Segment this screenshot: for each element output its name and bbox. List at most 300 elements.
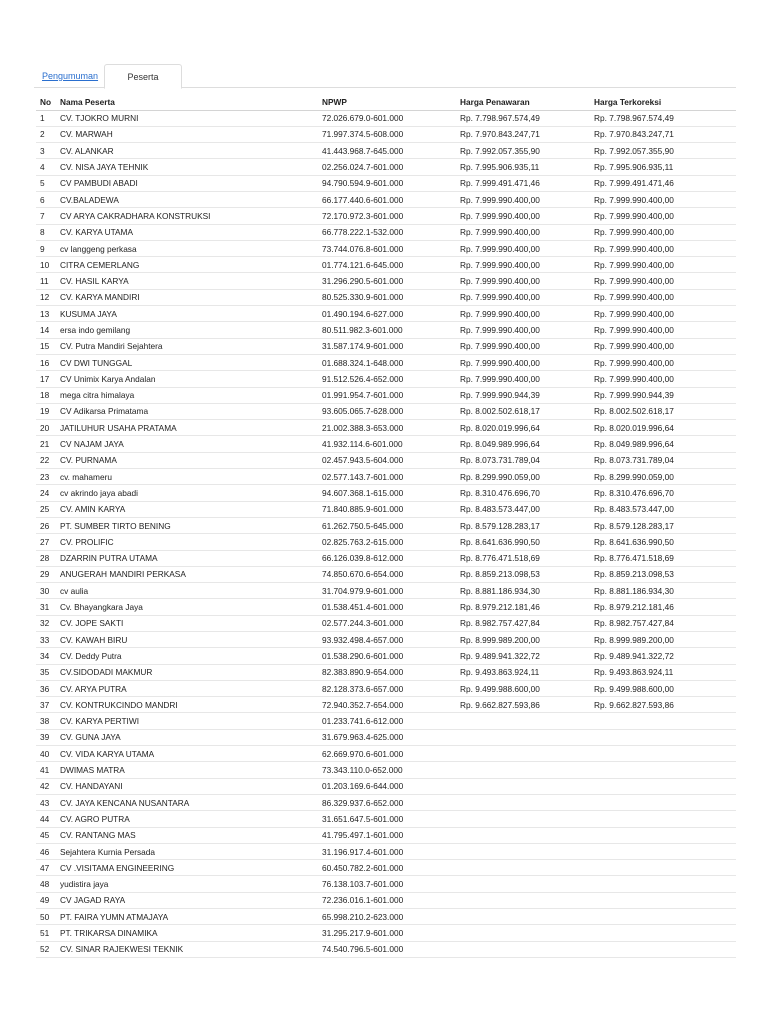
cell-harga-penawaran: Rp. 7.999.990.400,00 bbox=[456, 224, 590, 240]
cell-harga-penawaran: Rp. 9.499.988.600,00 bbox=[456, 680, 590, 696]
cell-harga-penawaran: Rp. 9.489.941.322,72 bbox=[456, 648, 590, 664]
cell-no: 1 bbox=[36, 110, 56, 126]
table-row bbox=[36, 175, 736, 191]
table-row bbox=[36, 143, 736, 159]
cell-harga-penawaran: Rp. 7.999.990.400,00 bbox=[456, 338, 590, 354]
table-row bbox=[36, 615, 736, 631]
table-row bbox=[36, 583, 736, 599]
cell-harga-terkoreksi: Rp. 8.776.471.518,69 bbox=[590, 550, 736, 566]
cell-no: 15 bbox=[36, 338, 56, 354]
cell-npwp: 76.138.103.7-601.000 bbox=[318, 876, 456, 892]
table-row bbox=[36, 632, 736, 648]
cell-harga-penawaran: Rp. 7.999.990.944,39 bbox=[456, 387, 590, 403]
cell-npwp: 01.490.194.6-627.000 bbox=[318, 306, 456, 322]
cell-npwp: 74.850.670.6-654.000 bbox=[318, 566, 456, 582]
cell-npwp: 01.203.169.6-644.000 bbox=[318, 778, 456, 794]
cell-no: 35 bbox=[36, 664, 56, 680]
cell-nama-peserta: DZARRIN PUTRA UTAMA bbox=[56, 550, 318, 566]
cell-no: 6 bbox=[36, 191, 56, 207]
cell-harga-terkoreksi bbox=[590, 876, 736, 892]
cell-no: 5 bbox=[36, 175, 56, 191]
cell-no: 49 bbox=[36, 892, 56, 908]
cell-harga-penawaran: Rp. 7.995.906.935,11 bbox=[456, 159, 590, 175]
cell-npwp: 01.233.741.6-612.000 bbox=[318, 713, 456, 729]
cell-harga-penawaran: Rp. 8.979.212.181,46 bbox=[456, 599, 590, 615]
cell-no: 34 bbox=[36, 648, 56, 664]
table-row bbox=[36, 420, 736, 436]
cell-nama-peserta: CV. ALANKAR bbox=[56, 143, 318, 159]
cell-nama-peserta: CV. Putra Mandiri Sejahtera bbox=[56, 338, 318, 354]
participants-table bbox=[36, 94, 736, 958]
cell-nama-peserta: yudistira jaya bbox=[56, 876, 318, 892]
cell-harga-terkoreksi: Rp. 8.299.990.059,00 bbox=[590, 469, 736, 485]
cell-npwp: 73.343.110.0-652.000 bbox=[318, 762, 456, 778]
cell-harga-penawaran: Rp. 7.798.967.574,49 bbox=[456, 110, 590, 126]
table-row bbox=[36, 191, 736, 207]
cell-nama-peserta: CITRA CEMERLANG bbox=[56, 257, 318, 273]
cell-harga-terkoreksi: Rp. 7.995.906.935,11 bbox=[590, 159, 736, 175]
cell-harga-terkoreksi bbox=[590, 925, 736, 941]
cell-nama-peserta: CV DWI TUNGGAL bbox=[56, 354, 318, 370]
cell-harga-penawaran bbox=[456, 778, 590, 794]
cell-nama-peserta: CV. SINAR RAJEKWESI TEKNIK bbox=[56, 941, 318, 957]
cell-harga-penawaran: Rp. 8.776.471.518,69 bbox=[456, 550, 590, 566]
table-body bbox=[36, 110, 736, 957]
cell-no: 14 bbox=[36, 322, 56, 338]
cell-harga-penawaran bbox=[456, 860, 590, 876]
table-row bbox=[36, 860, 736, 876]
table-row bbox=[36, 664, 736, 680]
cell-harga-terkoreksi: Rp. 8.982.757.427,84 bbox=[590, 615, 736, 631]
cell-no: 37 bbox=[36, 697, 56, 713]
cell-harga-penawaran bbox=[456, 925, 590, 941]
cell-harga-penawaran bbox=[456, 827, 590, 843]
cell-nama-peserta: KUSUMA JAYA bbox=[56, 306, 318, 322]
cell-harga-penawaran bbox=[456, 909, 590, 925]
table-row bbox=[36, 338, 736, 354]
cell-harga-penawaran: Rp. 8.020.019.996,64 bbox=[456, 420, 590, 436]
cell-no: 44 bbox=[36, 811, 56, 827]
cell-harga-terkoreksi: Rp. 8.310.476.696,70 bbox=[590, 485, 736, 501]
column-header-no: No bbox=[36, 94, 56, 110]
cell-no: 2 bbox=[36, 126, 56, 142]
cell-no: 48 bbox=[36, 876, 56, 892]
cell-no: 33 bbox=[36, 632, 56, 648]
cell-npwp: 66.126.039.8-612.000 bbox=[318, 550, 456, 566]
cell-npwp: 31.295.217.9-601.000 bbox=[318, 925, 456, 941]
cell-harga-penawaran bbox=[456, 713, 590, 729]
table-row bbox=[36, 273, 736, 289]
tab-bar bbox=[34, 64, 736, 88]
cell-npwp: 41.443.968.7-645.000 bbox=[318, 143, 456, 159]
table-row bbox=[36, 534, 736, 550]
cell-npwp: 72.940.352.7-654.000 bbox=[318, 697, 456, 713]
cell-harga-terkoreksi: Rp. 8.881.186.934,30 bbox=[590, 583, 736, 599]
cell-nama-peserta: CV. Deddy Putra bbox=[56, 648, 318, 664]
cell-npwp: 71.997.374.5-608.000 bbox=[318, 126, 456, 142]
cell-nama-peserta: CV.BALADEWA bbox=[56, 191, 318, 207]
cell-harga-penawaran bbox=[456, 729, 590, 745]
table-row bbox=[36, 713, 736, 729]
cell-harga-terkoreksi: Rp. 7.798.967.574,49 bbox=[590, 110, 736, 126]
cell-harga-terkoreksi: Rp. 8.020.019.996,64 bbox=[590, 420, 736, 436]
cell-nama-peserta: CV.SIDODADI MAKMUR bbox=[56, 664, 318, 680]
cell-no: 36 bbox=[36, 680, 56, 696]
table-row bbox=[36, 452, 736, 468]
table-row bbox=[36, 110, 736, 126]
cell-no: 24 bbox=[36, 485, 56, 501]
cell-no: 26 bbox=[36, 517, 56, 533]
cell-harga-terkoreksi: Rp. 7.992.057.355,90 bbox=[590, 143, 736, 159]
cell-nama-peserta: CV Adikarsa Primatama bbox=[56, 403, 318, 419]
cell-harga-terkoreksi: Rp. 8.579.128.283,17 bbox=[590, 517, 736, 533]
cell-harga-penawaran: Rp. 7.999.990.400,00 bbox=[456, 273, 590, 289]
cell-no: 23 bbox=[36, 469, 56, 485]
cell-no: 4 bbox=[36, 159, 56, 175]
cell-harga-terkoreksi: Rp. 7.970.843.247,71 bbox=[590, 126, 736, 142]
cell-npwp: 82.383.890.9-654.000 bbox=[318, 664, 456, 680]
cell-nama-peserta: CV PAMBUDI ABADI bbox=[56, 175, 318, 191]
cell-npwp: 71.840.885.9-601.000 bbox=[318, 501, 456, 517]
cell-no: 39 bbox=[36, 729, 56, 745]
table-row bbox=[36, 648, 736, 664]
cell-nama-peserta: cv langgeng perkasa bbox=[56, 240, 318, 256]
cell-npwp: 01.774.121.6-645.000 bbox=[318, 257, 456, 273]
cell-harga-penawaran: Rp. 7.970.843.247,71 bbox=[456, 126, 590, 142]
cell-no: 17 bbox=[36, 371, 56, 387]
cell-harga-penawaran: Rp. 8.049.989.996,64 bbox=[456, 436, 590, 452]
cell-nama-peserta: JATILUHUR USAHA PRATAMA bbox=[56, 420, 318, 436]
cell-no: 52 bbox=[36, 941, 56, 957]
cell-npwp: 73.744.076.8-601.000 bbox=[318, 240, 456, 256]
cell-nama-peserta: mega citra himalaya bbox=[56, 387, 318, 403]
cell-harga-terkoreksi: Rp. 7.999.491.471,46 bbox=[590, 175, 736, 191]
table-row bbox=[36, 517, 736, 533]
cell-nama-peserta: CV. KARYA UTAMA bbox=[56, 224, 318, 240]
cell-harga-terkoreksi bbox=[590, 713, 736, 729]
cell-npwp: 31.587.174.9-601.000 bbox=[318, 338, 456, 354]
cell-no: 38 bbox=[36, 713, 56, 729]
cell-no: 50 bbox=[36, 909, 56, 925]
cell-nama-peserta: CV. VIDA KARYA UTAMA bbox=[56, 746, 318, 762]
cell-npwp: 41.795.497.1-601.000 bbox=[318, 827, 456, 843]
cell-no: 9 bbox=[36, 240, 56, 256]
cell-npwp: 94.607.368.1-615.000 bbox=[318, 485, 456, 501]
cell-harga-terkoreksi: Rp. 8.641.636.990,50 bbox=[590, 534, 736, 550]
cell-no: 21 bbox=[36, 436, 56, 452]
cell-harga-terkoreksi bbox=[590, 762, 736, 778]
cell-harga-terkoreksi: Rp. 7.999.990.944,39 bbox=[590, 387, 736, 403]
cell-harga-terkoreksi: Rp. 8.859.213.098,53 bbox=[590, 566, 736, 582]
cell-harga-terkoreksi bbox=[590, 941, 736, 957]
cell-npwp: 02.825.763.2-615.000 bbox=[318, 534, 456, 550]
cell-no: 46 bbox=[36, 843, 56, 859]
table-row bbox=[36, 925, 736, 941]
cell-no: 42 bbox=[36, 778, 56, 794]
table-row bbox=[36, 550, 736, 566]
cell-harga-penawaran: Rp. 7.999.990.400,00 bbox=[456, 306, 590, 322]
cell-no: 10 bbox=[36, 257, 56, 273]
cell-npwp: 31.679.963.4-625.000 bbox=[318, 729, 456, 745]
table-row bbox=[36, 485, 736, 501]
cell-npwp: 72.026.679.0-601.000 bbox=[318, 110, 456, 126]
cell-nama-peserta: CV. KARYA PERTIWI bbox=[56, 713, 318, 729]
table-row bbox=[36, 778, 736, 794]
cell-no: 11 bbox=[36, 273, 56, 289]
cell-nama-peserta: CV. KARYA MANDIRI bbox=[56, 289, 318, 305]
cell-npwp: 60.450.782.2-601.000 bbox=[318, 860, 456, 876]
table-row bbox=[36, 371, 736, 387]
cell-npwp: 31.296.290.5-601.000 bbox=[318, 273, 456, 289]
cell-npwp: 94.790.594.9-601.000 bbox=[318, 175, 456, 191]
table-row bbox=[36, 126, 736, 142]
cell-harga-terkoreksi bbox=[590, 778, 736, 794]
cell-npwp: 02.577.143.7-601.000 bbox=[318, 469, 456, 485]
cell-harga-penawaran: Rp. 7.999.990.400,00 bbox=[456, 289, 590, 305]
table-row bbox=[36, 469, 736, 485]
cell-no: 7 bbox=[36, 208, 56, 224]
cell-harga-penawaran: Rp. 9.662.827.593,86 bbox=[456, 697, 590, 713]
cell-npwp: 31.704.979.9-601.000 bbox=[318, 583, 456, 599]
cell-nama-peserta: CV JAGAD RAYA bbox=[56, 892, 318, 908]
cell-harga-terkoreksi: Rp. 7.999.990.400,00 bbox=[590, 273, 736, 289]
cell-harga-penawaran: Rp. 7.999.491.471,46 bbox=[456, 175, 590, 191]
cell-harga-penawaran: Rp. 7.999.990.400,00 bbox=[456, 371, 590, 387]
cell-harga-penawaran bbox=[456, 941, 590, 957]
cell-harga-terkoreksi: Rp. 7.999.990.400,00 bbox=[590, 257, 736, 273]
cell-nama-peserta: CV. RANTANG MAS bbox=[56, 827, 318, 843]
cell-nama-peserta: CV Unimix Karya Andalan bbox=[56, 371, 318, 387]
cell-harga-terkoreksi: Rp. 7.999.990.400,00 bbox=[590, 338, 736, 354]
cell-harga-terkoreksi: Rp. 9.493.863.924,11 bbox=[590, 664, 736, 680]
cell-no: 28 bbox=[36, 550, 56, 566]
cell-harga-penawaran: Rp. 8.579.128.283,17 bbox=[456, 517, 590, 533]
table-row bbox=[36, 794, 736, 810]
cell-harga-penawaran: Rp. 7.999.990.400,00 bbox=[456, 240, 590, 256]
cell-npwp: 02.577.244.3-601.000 bbox=[318, 615, 456, 631]
cell-harga-terkoreksi bbox=[590, 794, 736, 810]
table-row bbox=[36, 892, 736, 908]
cell-harga-penawaran bbox=[456, 811, 590, 827]
table-row bbox=[36, 224, 736, 240]
table-row bbox=[36, 599, 736, 615]
cell-harga-terkoreksi: Rp. 7.999.990.400,00 bbox=[590, 208, 736, 224]
cell-harga-penawaran: Rp. 7.999.990.400,00 bbox=[456, 208, 590, 224]
cell-harga-terkoreksi: Rp. 8.073.731.789,04 bbox=[590, 452, 736, 468]
cell-harga-terkoreksi: Rp. 7.999.990.400,00 bbox=[590, 354, 736, 370]
cell-nama-peserta: CV NAJAM JAYA bbox=[56, 436, 318, 452]
cell-npwp: 01.688.324.1-648.000 bbox=[318, 354, 456, 370]
cell-harga-penawaran: Rp. 8.881.186.934,30 bbox=[456, 583, 590, 599]
column-header-nama-peserta: Nama Peserta bbox=[56, 94, 318, 110]
cell-harga-terkoreksi: Rp. 7.999.990.400,00 bbox=[590, 224, 736, 240]
cell-harga-terkoreksi bbox=[590, 746, 736, 762]
cell-nama-peserta: cv. mahameru bbox=[56, 469, 318, 485]
cell-harga-penawaran: Rp. 8.641.636.990,50 bbox=[456, 534, 590, 550]
column-header-harga-terkoreksi: Harga Terkoreksi bbox=[590, 94, 736, 110]
table-row bbox=[36, 827, 736, 843]
cell-no: 22 bbox=[36, 452, 56, 468]
cell-harga-penawaran bbox=[456, 843, 590, 859]
cell-no: 29 bbox=[36, 566, 56, 582]
cell-no: 45 bbox=[36, 827, 56, 843]
cell-no: 20 bbox=[36, 420, 56, 436]
table-row bbox=[36, 403, 736, 419]
cell-nama-peserta: CV. PURNAMA bbox=[56, 452, 318, 468]
table-row bbox=[36, 746, 736, 762]
cell-harga-penawaran: Rp. 8.483.573.447,00 bbox=[456, 501, 590, 517]
cell-no: 40 bbox=[36, 746, 56, 762]
tab-pengumuman[interactable]: Pengumuman bbox=[42, 71, 99, 81]
cell-nama-peserta: CV. AGRO PUTRA bbox=[56, 811, 318, 827]
table-row bbox=[36, 436, 736, 452]
cell-npwp: 93.605.065.7-628.000 bbox=[318, 403, 456, 419]
cell-harga-terkoreksi bbox=[590, 811, 736, 827]
cell-npwp: 31.651.647.5-601.000 bbox=[318, 811, 456, 827]
table-row bbox=[36, 387, 736, 403]
table-row bbox=[36, 843, 736, 859]
cell-npwp: 66.177.440.6-601.000 bbox=[318, 191, 456, 207]
cell-nama-peserta: CV. JOPE SAKTI bbox=[56, 615, 318, 631]
cell-nama-peserta: CV. TJOKRO MURNI bbox=[56, 110, 318, 126]
cell-npwp: 72.236.016.1-601.000 bbox=[318, 892, 456, 908]
cell-harga-terkoreksi: Rp. 8.049.989.996,64 bbox=[590, 436, 736, 452]
table-row bbox=[36, 697, 736, 713]
cell-npwp: 86.329.937.6-652.000 bbox=[318, 794, 456, 810]
table-row bbox=[36, 257, 736, 273]
cell-npwp: 61.262.750.5-645.000 bbox=[318, 517, 456, 533]
cell-nama-peserta: CV. HANDAYANI bbox=[56, 778, 318, 794]
cell-harga-penawaran: Rp. 7.999.990.400,00 bbox=[456, 354, 590, 370]
cell-no: 8 bbox=[36, 224, 56, 240]
cell-harga-terkoreksi bbox=[590, 843, 736, 859]
table-row bbox=[36, 876, 736, 892]
cell-npwp: 02.457.943.5-604.000 bbox=[318, 452, 456, 468]
cell-npwp: 31.196.917.4-601.000 bbox=[318, 843, 456, 859]
cell-nama-peserta: CV. MARWAH bbox=[56, 126, 318, 142]
cell-harga-penawaran bbox=[456, 892, 590, 908]
cell-harga-terkoreksi bbox=[590, 909, 736, 925]
cell-npwp: 66.778.222.1-532.000 bbox=[318, 224, 456, 240]
cell-nama-peserta: CV. JAYA KENCANA NUSANTARA bbox=[56, 794, 318, 810]
cell-harga-penawaran: Rp. 9.493.863.924,11 bbox=[456, 664, 590, 680]
cell-npwp: 62.669.970.6-601.000 bbox=[318, 746, 456, 762]
cell-no: 43 bbox=[36, 794, 56, 810]
cell-harga-terkoreksi: Rp. 7.999.990.400,00 bbox=[590, 240, 736, 256]
cell-harga-terkoreksi bbox=[590, 860, 736, 876]
column-header-npwp: NPWP bbox=[318, 94, 456, 110]
cell-harga-terkoreksi: Rp. 8.999.989.200,00 bbox=[590, 632, 736, 648]
cell-nama-peserta: CV. NISA JAYA TEHNIK bbox=[56, 159, 318, 175]
table-row bbox=[36, 680, 736, 696]
cell-npwp: 80.525.330.9-601.000 bbox=[318, 289, 456, 305]
cell-nama-peserta: PT. FAIRA YUMN ATMAJAYA bbox=[56, 909, 318, 925]
cell-no: 51 bbox=[36, 925, 56, 941]
cell-nama-peserta: Sejahtera Kurnia Persada bbox=[56, 843, 318, 859]
table-header-row bbox=[36, 94, 736, 110]
cell-nama-peserta: CV. ARYA PUTRA bbox=[56, 680, 318, 696]
cell-harga-terkoreksi: Rp. 8.002.502.618,17 bbox=[590, 403, 736, 419]
table-row bbox=[36, 501, 736, 517]
cell-nama-peserta: CV. GUNA JAYA bbox=[56, 729, 318, 745]
cell-nama-peserta: cv akrindo jaya abadi bbox=[56, 485, 318, 501]
cell-nama-peserta: CV. KAWAH BIRU bbox=[56, 632, 318, 648]
cell-no: 27 bbox=[36, 534, 56, 550]
cell-npwp: 01.538.290.6-601.000 bbox=[318, 648, 456, 664]
table-row bbox=[36, 240, 736, 256]
cell-npwp: 93.932.498.4-657.000 bbox=[318, 632, 456, 648]
cell-harga-terkoreksi: Rp. 9.489.941.322,72 bbox=[590, 648, 736, 664]
table-row bbox=[36, 909, 736, 925]
cell-nama-peserta: CV ARYA CAKRADHARA KONSTRUKSI bbox=[56, 208, 318, 224]
cell-harga-terkoreksi: Rp. 8.483.573.447,00 bbox=[590, 501, 736, 517]
cell-npwp: 01.991.954.7-601.000 bbox=[318, 387, 456, 403]
cell-harga-terkoreksi: Rp. 9.662.827.593,86 bbox=[590, 697, 736, 713]
cell-nama-peserta: Cv. Bhayangkara Jaya bbox=[56, 599, 318, 615]
cell-npwp: 21.002.388.3-653.000 bbox=[318, 420, 456, 436]
cell-no: 16 bbox=[36, 354, 56, 370]
cell-nama-peserta: CV. HASIL KARYA bbox=[56, 273, 318, 289]
cell-npwp: 82.128.373.6-657.000 bbox=[318, 680, 456, 696]
cell-no: 32 bbox=[36, 615, 56, 631]
cell-harga-terkoreksi bbox=[590, 729, 736, 745]
cell-no: 41 bbox=[36, 762, 56, 778]
cell-npwp: 91.512.526.4-652.000 bbox=[318, 371, 456, 387]
cell-harga-penawaran: Rp. 7.992.057.355,90 bbox=[456, 143, 590, 159]
cell-nama-peserta: PT. SUMBER TIRTO BENING bbox=[56, 517, 318, 533]
cell-nama-peserta: ANUGERAH MANDIRI PERKASA bbox=[56, 566, 318, 582]
cell-npwp: 41.932.114.6-601.000 bbox=[318, 436, 456, 452]
cell-harga-penawaran: Rp. 7.999.990.400,00 bbox=[456, 191, 590, 207]
cell-harga-penawaran: Rp. 7.999.990.400,00 bbox=[456, 322, 590, 338]
tab-peserta[interactable]: Peserta bbox=[104, 64, 182, 89]
cell-harga-penawaran bbox=[456, 794, 590, 810]
cell-nama-peserta: DWIMAS MATRA bbox=[56, 762, 318, 778]
cell-harga-terkoreksi: Rp. 8.979.212.181,46 bbox=[590, 599, 736, 615]
cell-harga-penawaran: Rp. 8.299.990.059,00 bbox=[456, 469, 590, 485]
cell-harga-terkoreksi: Rp. 7.999.990.400,00 bbox=[590, 289, 736, 305]
cell-no: 13 bbox=[36, 306, 56, 322]
cell-harga-terkoreksi bbox=[590, 827, 736, 843]
cell-no: 25 bbox=[36, 501, 56, 517]
cell-harga-penawaran: Rp. 8.073.731.789,04 bbox=[456, 452, 590, 468]
cell-harga-terkoreksi: Rp. 7.999.990.400,00 bbox=[590, 306, 736, 322]
cell-npwp: 01.538.451.4-601.000 bbox=[318, 599, 456, 615]
cell-harga-terkoreksi: Rp. 7.999.990.400,00 bbox=[590, 322, 736, 338]
cell-harga-penawaran: Rp. 8.982.757.427,84 bbox=[456, 615, 590, 631]
table-row bbox=[36, 159, 736, 175]
cell-npwp: 74.540.796.5-601.000 bbox=[318, 941, 456, 957]
cell-no: 18 bbox=[36, 387, 56, 403]
cell-nama-peserta: PT. TRIKARSA DINAMIKA bbox=[56, 925, 318, 941]
cell-harga-penawaran: Rp. 7.999.990.400,00 bbox=[456, 257, 590, 273]
table-row bbox=[36, 289, 736, 305]
cell-harga-penawaran bbox=[456, 876, 590, 892]
cell-no: 3 bbox=[36, 143, 56, 159]
cell-harga-terkoreksi: Rp. 7.999.990.400,00 bbox=[590, 191, 736, 207]
cell-nama-peserta: cv aulia bbox=[56, 583, 318, 599]
table-row bbox=[36, 729, 736, 745]
cell-npwp: 02.256.024.7-601.000 bbox=[318, 159, 456, 175]
cell-harga-penawaran: Rp. 8.999.989.200,00 bbox=[456, 632, 590, 648]
cell-no: 30 bbox=[36, 583, 56, 599]
cell-nama-peserta: CV. AMIN KARYA bbox=[56, 501, 318, 517]
table-row bbox=[36, 208, 736, 224]
column-header-harga-penawaran: Harga Penawaran bbox=[456, 94, 590, 110]
cell-no: 12 bbox=[36, 289, 56, 305]
cell-npwp: 80.511.982.3-601.000 bbox=[318, 322, 456, 338]
cell-nama-peserta: ersa indo gemilang bbox=[56, 322, 318, 338]
